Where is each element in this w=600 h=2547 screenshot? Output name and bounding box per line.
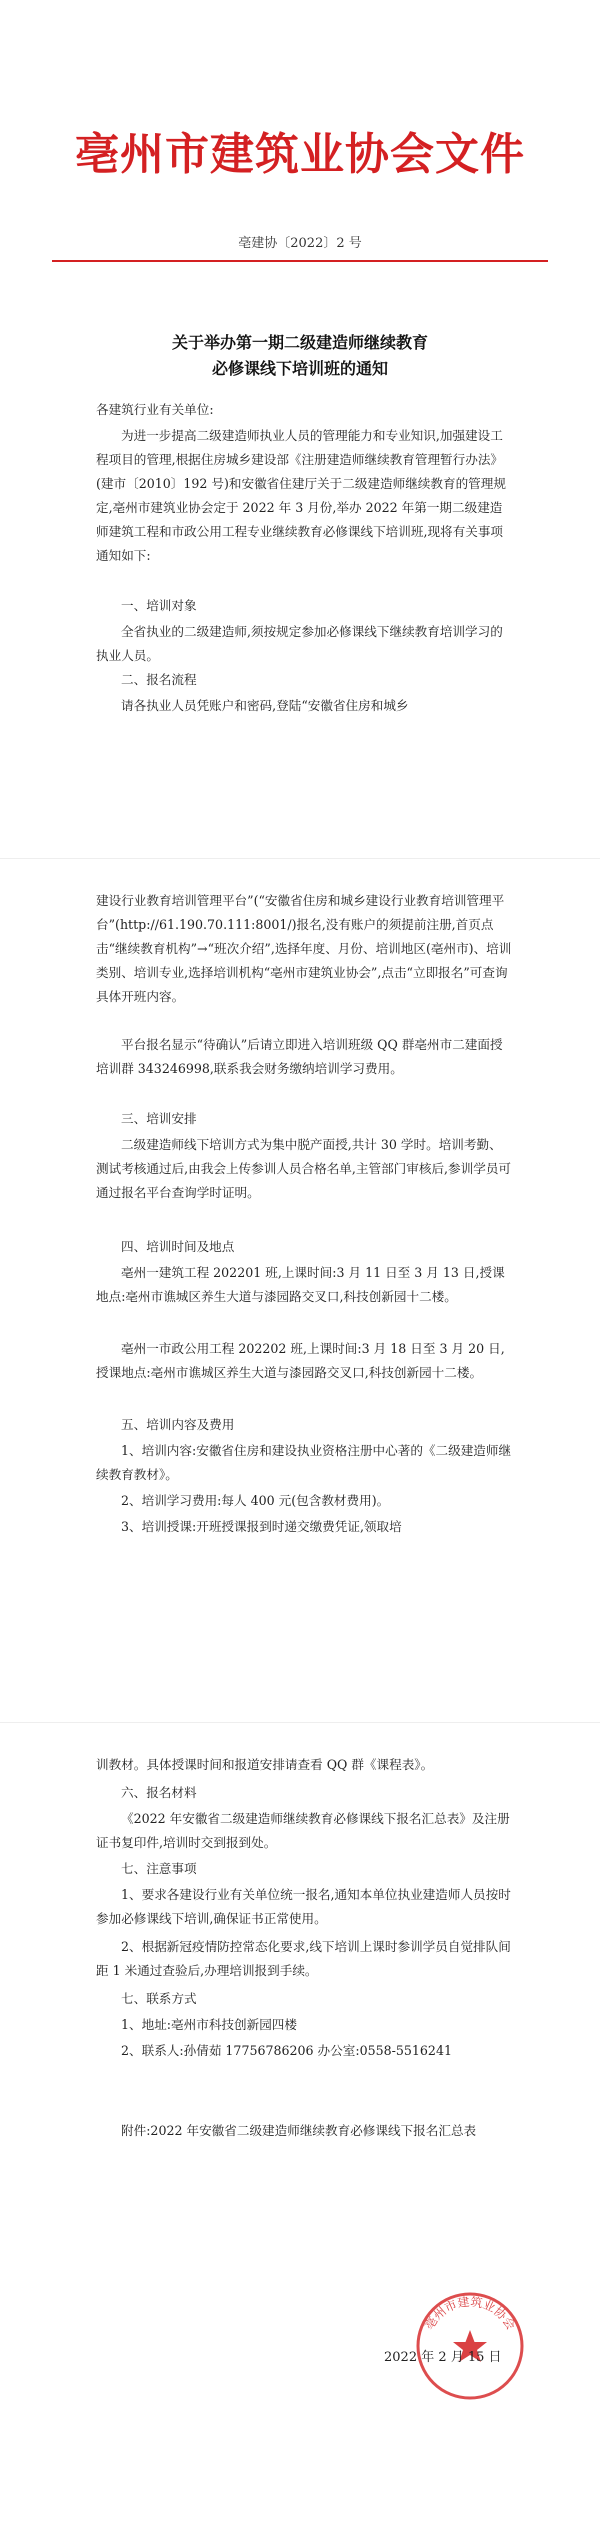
issue-date: 2022 年 2 月 15 日	[384, 2350, 502, 2365]
section-4-class-2: 亳州一市政公用工程 202202 班,上课时间:3 月 18 日至 3 月 20 日,授课地点:亳州市谯城区养生大道与漆园路交叉口,科技创新园十二楼。	[96, 1341, 505, 1380]
section-7-heading: 七、注意事项	[121, 1861, 197, 1876]
salutation: 各建筑行业有关单位:	[96, 402, 214, 417]
intro-paragraph: 为进一步提高二级建造师执业人员的管理能力和专业知识,加强建设工程项目的管理,根据住房城乡建设部《注册建造师继续教育管理暂行办法》(建市〔2010〕192 号)和安徽省住建厅关于二级建造师继续教育的管理规定,亳州市建筑业协会定于 2022 年 3 月份,举办 2022 年第一期二级建造师建筑工程和市政公用工程专业继续教育必修课线下培训班,现将有关事项通知如下:	[96, 428, 506, 563]
section-7-item-2: 2、根据新冠疫情防控常态化要求,线下培训上课时参训学员自觉排队间距 1 米通过查验后,办理培训报到手续。	[96, 1939, 511, 1978]
section-6-heading: 六、报名材料	[121, 1785, 197, 1800]
section-5-item-3: 3、培训授课:开班授课报到时递交缴费凭证,领取培	[121, 1519, 402, 1534]
section-3-text: 二级建造师线下培训方式为集中脱产面授,共计 30 学时。培训考勤、测试考核通过后,由我会上传参训人员合格名单,主管部门审核后,参训学员可通过报名平台查询学时证明。	[96, 1137, 512, 1200]
page-1	[0, 0, 600, 830]
section-6-text: 《2022 年安徽省二级建造师继续教育必修课线下报名汇总表》及注册证书复印件,培训时交到报到处。	[96, 1811, 510, 1850]
contact-person: 2、联系人:孙倩茹 17756786206 办公室:0558-5516241	[121, 2043, 452, 2058]
org-header-title: 亳州市建筑业协会文件	[75, 129, 525, 180]
red-divider	[52, 260, 548, 262]
section-2-text-start: 请各执业人员凭账户和密码,登陆“安徽省住房和城乡	[121, 698, 409, 713]
section-5-item-1: 1、培训内容:安徽省住房和建设执业资格注册中心著的《二级建造师继续教育教材》。	[96, 1443, 512, 1482]
notice-title-line-2: 必修课线下培训班的通知	[211, 359, 388, 378]
document-number: 亳建协〔2022〕2 号	[238, 236, 362, 251]
section-2-heading: 二、报名流程	[121, 672, 197, 687]
contact-address: 1、地址:亳州市科技创新园四楼	[121, 2017, 297, 2032]
section-4-class-1: 亳州一建筑工程 202201 班,上课时间:3 月 11 日至 3 月 13 日,授课地点:亳州市谯城区养生大道与漆园路交叉口,科技创新园十二楼。	[96, 1265, 505, 1304]
page-3	[0, 1722, 600, 2547]
page-2	[0, 858, 600, 1689]
section-4-heading: 四、培训时间及地点	[121, 1239, 235, 1254]
section-3-heading: 三、培训安排	[121, 1111, 197, 1126]
attachment-note: 附件:2022 年安徽省二级建造师继续教育必修课线下报名汇总表	[121, 2123, 477, 2138]
notice-title-line-1: 关于举办第一期二级建造师继续教育	[171, 333, 428, 352]
section-5-item-2: 2、培训学习费用:每人 400 元(包含教材费用)。	[121, 1493, 390, 1508]
section-2-text-cont: 建设行业教育培训管理平台”(“安徽省住房和城乡建设行业教育培训管理平台”(http://61.190.70.111:8001/)报名,没有账户的须提前注册,首页点击“继续教育机构”→“班次介绍”,选择年度、月份、培训地区(亳州市)、培训类别、培训专业,选择培训机构“亳州市建筑业协会”,点击“立即报名”可查询具体开班内容。	[96, 893, 512, 1004]
svg-text:亳州市建筑业协会: 亳州市建筑业协会	[422, 2294, 518, 2333]
section-5-item-3-cont: 训教材。具体授课时间和报道安排请查看 QQ 群《课程表》。	[96, 1757, 434, 1772]
section-8-heading: 七、联系方式	[121, 1991, 197, 2006]
section-7-item-1: 1、要求各建设行业有关单位统一报名,通知本单位执业建造师人员按时参加必修课线下培训,确保证书正常使用。	[96, 1887, 511, 1926]
section-1-heading: 一、培训对象	[121, 598, 197, 613]
section-5-heading: 五、培训内容及费用	[121, 1417, 235, 1432]
section-1-text: 全省执业的二级建造师,须按规定参加必修课线下继续教育培训学习的执业人员。	[96, 624, 503, 663]
section-2-text-qq: 平台报名显示“待确认”后请立即进入培训班级 QQ 群亳州市二建面授培训群 343246998,联系我会财务缴纳培训学习费用。	[96, 1037, 503, 1076]
